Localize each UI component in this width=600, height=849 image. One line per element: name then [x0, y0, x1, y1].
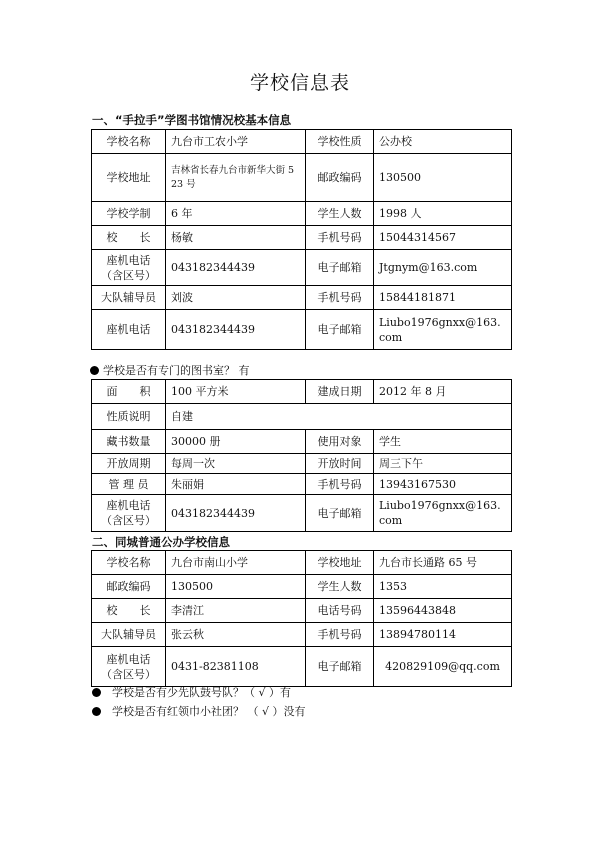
- value-open-time: 周三下午: [374, 454, 512, 474]
- value-users: 学生: [374, 430, 512, 454]
- value-partner-postcode: 130500: [166, 575, 306, 599]
- value-email: Jtgnym@163.com: [374, 250, 512, 286]
- label-partner-address: 学校地址: [306, 551, 374, 575]
- value-school-address: 吉林省长春九台市新华大街 523 号: [166, 154, 306, 202]
- label-email-2: 电子邮箱: [306, 310, 374, 350]
- label-student-count: 学生人数: [306, 202, 374, 226]
- label-open-time: 开放时间: [306, 454, 374, 474]
- section1-heading: 一、“手拉手”学图书馆情况校基本信息: [92, 113, 292, 127]
- value-open-cycle: 每周一次: [166, 454, 306, 474]
- table-row: [92, 599, 512, 623]
- label-built-date: 建成日期: [306, 380, 374, 404]
- table-row: [92, 130, 512, 154]
- value-school-system: 6 年: [166, 202, 306, 226]
- label-partner-mobile: 手机号码: [306, 623, 374, 647]
- label-partner-students: 学生人数: [306, 575, 374, 599]
- label-nature: 性质说明: [92, 404, 166, 430]
- value-library-email: Liubo1976gnxx@163.com: [374, 495, 512, 532]
- bullet-icon: [92, 707, 101, 716]
- label-email: 电子邮箱: [306, 250, 374, 286]
- club-question-text: 学校是否有红领巾小社团？ （ √ ）没有: [112, 705, 306, 718]
- value-partner-principal: 李清江: [166, 599, 306, 623]
- section2-heading: 二、同城普通公办学校信息: [92, 535, 230, 549]
- label-partner-phone: 电话号码: [306, 599, 374, 623]
- table-row: [92, 495, 512, 532]
- value-partner-counselor: 张云秋: [166, 623, 306, 647]
- value-librarian: 朱丽娟: [166, 474, 306, 495]
- value-partner-address: 九台市长通路 65 号: [374, 551, 512, 575]
- value-nature: 自建: [166, 404, 512, 430]
- label-school-address: 学校地址: [92, 154, 166, 202]
- drum-band-question: [92, 684, 291, 700]
- table-row: [92, 310, 512, 350]
- library-question: [90, 362, 250, 378]
- value-postcode: 130500: [374, 154, 512, 202]
- value-email-2: Liubo1976gnxx@163.com: [374, 310, 512, 350]
- bullet-icon: [92, 688, 101, 697]
- table-row: [92, 647, 512, 687]
- label-book-count: 藏书数量: [92, 430, 166, 454]
- table-row: [92, 454, 512, 474]
- value-counselor-mobile: 15844181871: [374, 286, 512, 310]
- label-school-name: 学校名称: [92, 130, 166, 154]
- table-row: [92, 202, 512, 226]
- value-school-type: 公办校: [374, 130, 512, 154]
- library-table: [91, 379, 512, 532]
- table-row: [92, 474, 512, 495]
- label-users: 使用对象: [306, 430, 374, 454]
- value-librarian-mobile: 13943167530: [374, 474, 512, 495]
- school-info-table: [91, 129, 512, 350]
- value-counselor: 刘波: [166, 286, 306, 310]
- value-partner-students: 1353: [374, 575, 512, 599]
- label-landline-2: 座机电话: [92, 310, 166, 350]
- label-librarian: 管 理 员: [92, 474, 166, 495]
- value-book-count: 30000 册: [166, 430, 306, 454]
- value-student-count: 1998 人: [374, 202, 512, 226]
- value-landline-2: 043182344439: [166, 310, 306, 350]
- label-partner-postcode: 邮政编码: [92, 575, 166, 599]
- value-library-landline: 043182344439: [166, 495, 306, 532]
- label-school-type: 学校性质: [306, 130, 374, 154]
- value-school-name: 九台市工农小学: [166, 130, 306, 154]
- table-row: [92, 623, 512, 647]
- label-library-landline: 座机电话 （含区号）: [92, 495, 166, 532]
- table-row: [92, 575, 512, 599]
- value-landline: 043182344439: [166, 250, 306, 286]
- value-partner-mobile: 13894780114: [374, 623, 512, 647]
- club-question: [92, 703, 306, 719]
- partner-school-table: [91, 550, 512, 687]
- table-row: [92, 286, 512, 310]
- label-mobile: 手机号码: [306, 226, 374, 250]
- value-area: 100 平方米: [166, 380, 306, 404]
- drum-band-question-text: 学校是否有少先队鼓号队？（ √ ）有: [112, 686, 292, 699]
- label-landline: 座机电话 （含区号）: [92, 250, 166, 286]
- value-partner-email: 420829109@qq.com: [374, 647, 512, 687]
- label-open-cycle: 开放周期: [92, 454, 166, 474]
- page-title: 学校信息表: [249, 72, 350, 94]
- label-partner-name: 学校名称: [92, 551, 166, 575]
- label-counselor-mobile: 手机号码: [306, 286, 374, 310]
- table-row: [92, 430, 512, 454]
- table-row: [92, 226, 512, 250]
- table-row: [92, 250, 512, 286]
- value-built-date: 2012 年 8 月: [374, 380, 512, 404]
- label-counselor: 大队辅导员: [92, 286, 166, 310]
- table-row: [92, 551, 512, 575]
- library-question-text: 学校是否有专门的图书室？ 有: [103, 364, 250, 377]
- value-mobile: 15044314567: [374, 226, 512, 250]
- table-row: [92, 154, 512, 202]
- label-area: 面 积: [92, 380, 166, 404]
- value-partner-name: 九台市南山小学: [166, 551, 306, 575]
- label-librarian-mobile: 手机号码: [306, 474, 374, 495]
- label-school-system: 学校学制: [92, 202, 166, 226]
- table-row: [92, 404, 512, 430]
- label-partner-counselor: 大队辅导员: [92, 623, 166, 647]
- value-principal: 杨敏: [166, 226, 306, 250]
- table-row: [92, 380, 512, 404]
- bullet-icon: [90, 366, 99, 375]
- label-library-email: 电子邮箱: [306, 495, 374, 532]
- label-partner-landline: 座机电话 （含区号）: [92, 647, 166, 687]
- value-partner-landline: 0431-82381108: [166, 647, 306, 687]
- label-partner-principal: 校 长: [92, 599, 166, 623]
- label-partner-email: 电子邮箱: [306, 647, 374, 687]
- label-postcode: 邮政编码: [306, 154, 374, 202]
- label-principal: 校 长: [92, 226, 166, 250]
- value-partner-phone: 13596443848: [374, 599, 512, 623]
